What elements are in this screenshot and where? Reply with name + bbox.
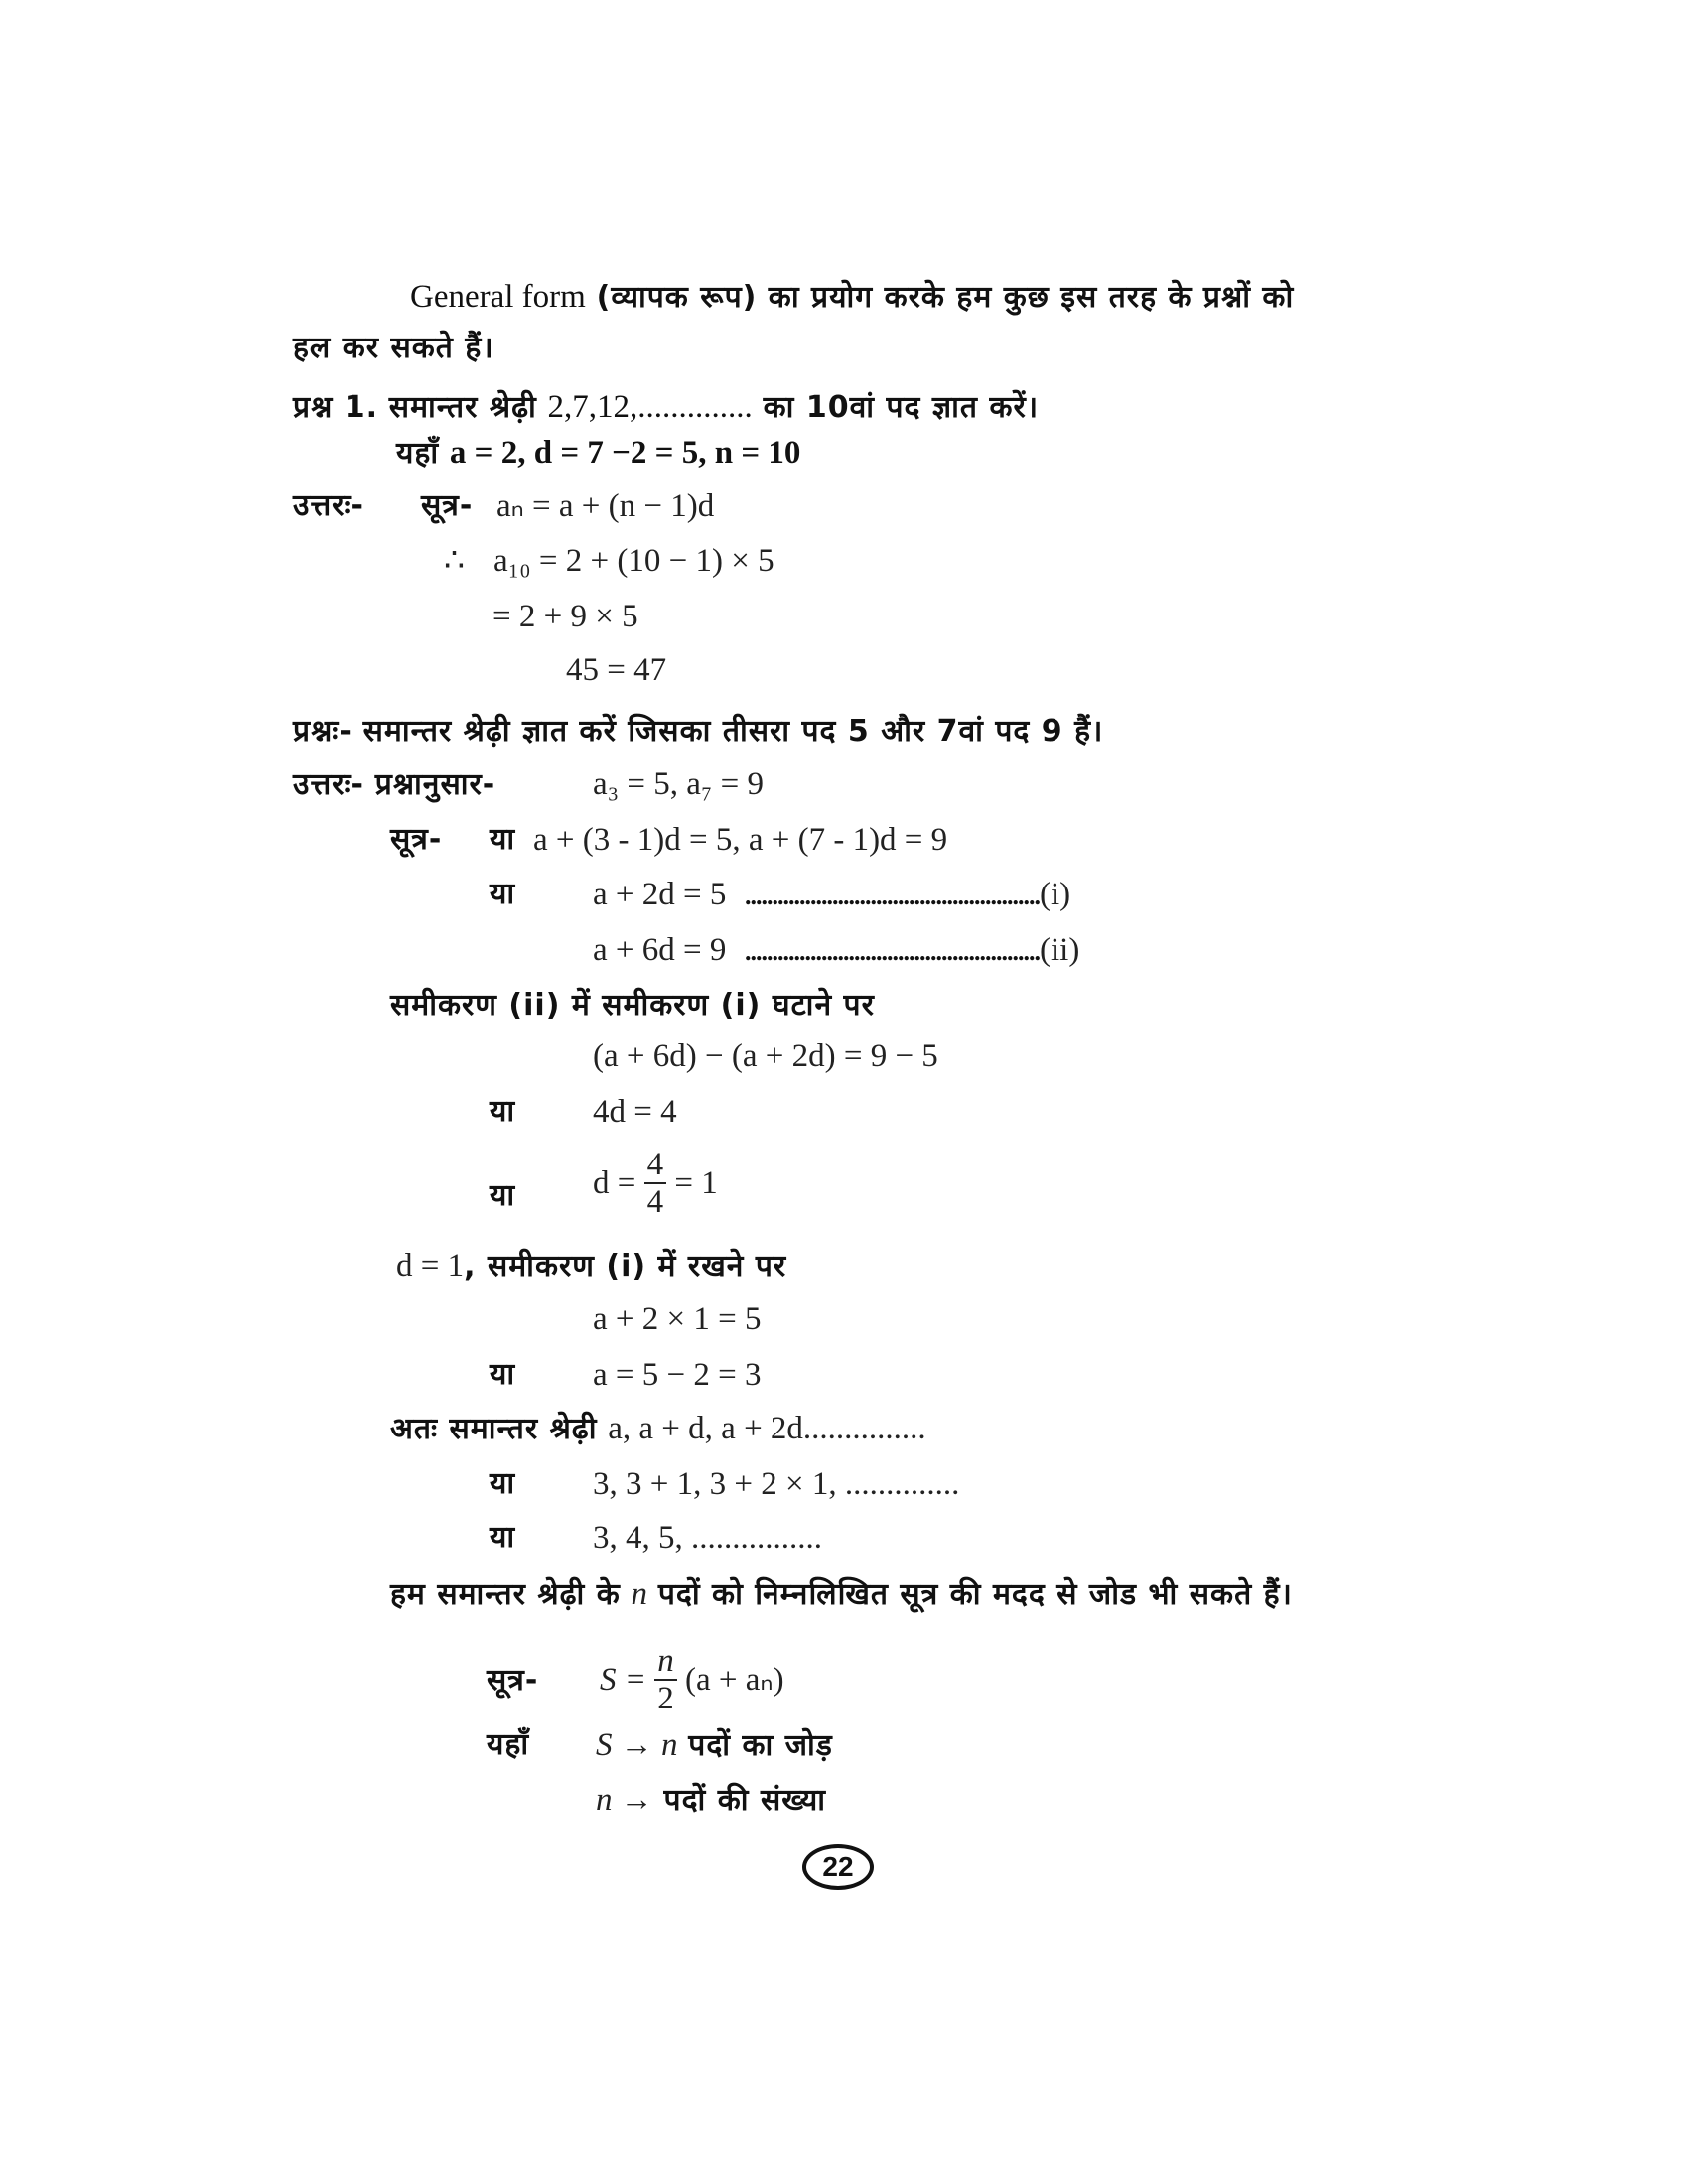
q2-eq-3: 4d = 4	[593, 1094, 677, 1130]
answer-2-label: उत्तरः-	[293, 767, 364, 802]
eq-1-leader	[745, 875, 1070, 916]
sum-formula	[600, 1643, 784, 1716]
question-1-given	[396, 433, 800, 474]
sum-lhs: S =	[600, 1662, 647, 1698]
formula-nth-term: aₙ = a + (n − 1)d	[496, 488, 715, 524]
denominator: 4	[646, 1184, 664, 1220]
question-1	[293, 387, 1039, 428]
ya-label: या	[490, 1466, 516, 1501]
question-2-text: समान्तर श्रेढ़ी ज्ञात करें जिसका तीसरा पद 5 और 7वां पद 9 हैं।	[362, 714, 1104, 749]
q2-eq-1: a + 2d = 5	[593, 877, 727, 912]
intro-line-1	[410, 277, 1294, 318]
q2-eq-4	[593, 1147, 718, 1220]
put-instruction: , समीकरण (i) में रखने पर	[464, 1249, 787, 1284]
sum-rhs: (a + aₙ)	[685, 1662, 784, 1698]
formula-label-3: सूत्र-	[487, 1663, 539, 1698]
general-form-term: General form	[410, 279, 586, 315]
ya-label: या	[490, 877, 516, 911]
formula-label-2: सूत्र-	[390, 822, 443, 857]
question-2-label: प्रश्नः-	[293, 714, 352, 749]
given-label: यहाँ	[396, 436, 440, 471]
series-step-2: 3, 3 + 1, 3 + 2 × 1, ..............	[593, 1466, 960, 1502]
ya-label: या	[490, 1094, 516, 1129]
eq-2-tag: (ii)	[1040, 932, 1080, 968]
dot-leader: ......................................................	[745, 882, 1040, 910]
numerator: n	[654, 1643, 677, 1681]
ya-label: या	[490, 1520, 516, 1555]
sum-intro-n: n	[631, 1576, 648, 1612]
hence-text: अतः समान्तर श्रेढ़ी	[390, 1412, 598, 1446]
number-of-terms-text: पदों की संख्या	[663, 1783, 826, 1818]
eq-4-lhs: d =	[593, 1165, 636, 1201]
hence-line	[390, 1409, 926, 1449]
intro-text: (व्यापक रूप) का प्रयोग करके हम कुछ इस तरह के प्रश्नों को	[596, 280, 1295, 315]
sum-intro-b: पदों को निम्नलिखित सूत्र की मदद से जोड भी सकते हैं।	[657, 1577, 1293, 1612]
s-arrow-n: S → n	[596, 1727, 678, 1763]
question-1-series: 2,7,12,..............	[547, 389, 753, 425]
q2-eq-5: a + 2 × 1 = 5	[593, 1301, 762, 1337]
eq-2-leader	[745, 930, 1079, 972]
subtract-instruction: समीकरण (ii) में समीकरण (i) घटाने पर	[390, 988, 875, 1023]
question-1-text-b: का 10वां पद ज्ञात करें।	[763, 390, 1040, 425]
dot-leader: ......................................................	[745, 937, 1040, 966]
d-value: d = 1	[396, 1248, 465, 1284]
n-arrow: n →	[596, 1782, 653, 1818]
put-d-line	[396, 1246, 786, 1287]
formula-label-1: सूत्र-	[421, 488, 474, 523]
q2-eq-0: a + (3 - 1)d = 5, a + (7 - 1)d = 9	[533, 822, 948, 858]
ya-label: या	[490, 1178, 516, 1213]
q2-given: a₃ = 5, a₇ = 9	[593, 766, 765, 802]
denominator: 2	[657, 1681, 674, 1716]
q1-step-1: a₁₀ = 2 + (10 − 1) × 5	[493, 543, 774, 579]
sum-intro-a: हम समान्तर श्रेढ़ी के	[390, 1577, 621, 1612]
fraction-n-over-2	[654, 1643, 677, 1716]
where-label: यहाँ	[487, 1727, 530, 1762]
hence-series: a, a + d, a + 2d...............	[608, 1411, 926, 1446]
where-line-1	[596, 1725, 833, 1766]
answer-1-label: उत्तरः-	[293, 488, 364, 523]
answer-2-line	[293, 764, 495, 805]
eq-4-rhs: = 1	[674, 1165, 718, 1201]
q2-eq-2: a + 6d = 9	[593, 932, 727, 968]
ya-label: या	[490, 822, 516, 857]
series-step-3: 3, 4, 5, ................	[593, 1520, 822, 1556]
subtract-equation: (a + 6d) − (a + 2d) = 9 − 5	[593, 1038, 938, 1074]
page-number: 22	[802, 1844, 874, 1890]
ya-label: या	[490, 1357, 516, 1392]
q1-step-2: = 2 + 9 × 5	[492, 599, 638, 634]
numerator: 4	[644, 1147, 667, 1184]
question-2	[293, 711, 1103, 751]
sum-intro	[390, 1574, 1293, 1615]
where-line-2	[596, 1780, 826, 1821]
according-label: प्रश्नानुसार-	[374, 767, 496, 802]
q2-eq-6: a = 5 − 2 = 3	[593, 1357, 762, 1393]
therefore-symbol: ∴	[444, 543, 465, 579]
q1-step-3: 45 = 47	[566, 652, 667, 688]
given-values: a = 2, d = 7 −2 = 5, n = 10	[449, 435, 801, 471]
question-1-text-a: समान्तर श्रेढ़ी	[388, 390, 537, 425]
eq-1-tag: (i)	[1040, 877, 1071, 912]
fraction-4-over-4	[644, 1147, 667, 1220]
question-1-label: प्रश्न 1.	[293, 390, 378, 425]
intro-line-2: हल कर सकते हैं।	[293, 331, 494, 365]
sum-of-terms-text: पदों का जोड़	[688, 1728, 833, 1763]
